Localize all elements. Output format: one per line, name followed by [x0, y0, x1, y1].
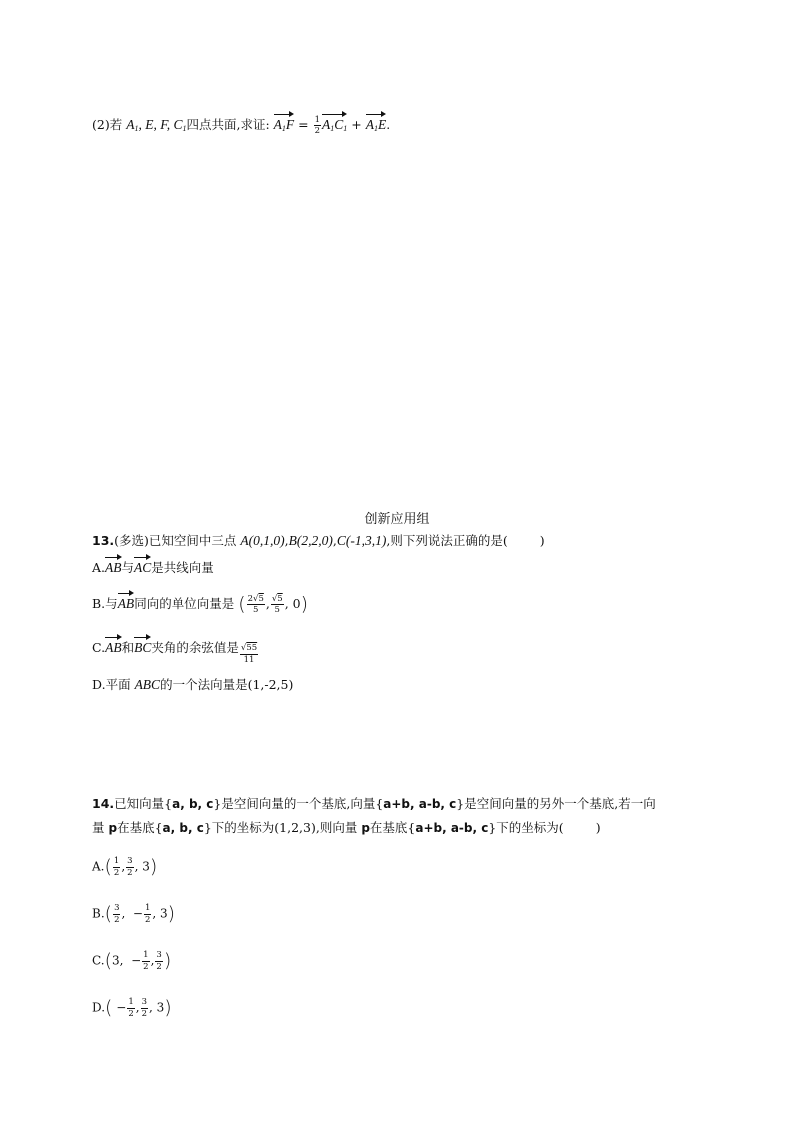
q14-option-a[interactable]: A.( $\frac{1}{2}$ , $\frac{3}{2}$ , 3)	[92, 855, 158, 878]
q14-option-b[interactable]: B.( $\frac{3}{2}$ , − $\frac{1}{2}$ , 3)	[92, 902, 176, 925]
q12-part2: (2)若 $A_1$, E, F, $C_1$四点共面,求证: $A_1F$ = $\frac{1}{2}$ $A_1C_1 + A_1E$.	[92, 114, 391, 136]
q14-stem-line2: 量 p在基底{a, b, c}下的坐标为(1,2,3),则向量 p在基底{a+b, a-b, c}下的坐标为( )	[92, 820, 601, 835]
section-title: 创新应用组	[364, 512, 430, 527]
equation: $A_1F$ = $\frac{1}{2}$ $A_1C_1 + A_1E$	[273, 114, 387, 136]
q13-stem: 13.(多选)已知空间中三点 A(0,1,0),B(2,2,0),C(-1,3,1),则下列说法正确的是( )	[92, 533, 545, 548]
q13-option-a[interactable]: A.AB与AC是共线向量	[92, 556, 214, 577]
points-list: $A_1$, E, F, $C_1$	[126, 117, 187, 133]
q13-option-b[interactable]: B.与AB同向的单位向量是 ( $\frac{2√5}{5}$ , $\frac{√5}{5}$ , 0)	[92, 593, 309, 615]
q13-option-d[interactable]: D.平面 ABC的一个法向量是(1,-2,5)	[92, 677, 294, 692]
q14-stem-line1: 14.已知向量{a, b, c}是空间向量的一个基底,向量{a+b, a-b, c}是空间向量的另外一个基底,若一向	[92, 796, 656, 811]
q14-option-d[interactable]: D.( − $\frac{1}{2}$ , $\frac{3}{2}$ , 3)	[92, 996, 172, 1019]
q13-option-c[interactable]: C.AB和BC夹角的余弦值是 $\frac{√55}{11}$	[92, 636, 259, 664]
q14-option-c[interactable]: C.(3, − $\frac{1}{2}$ , $\frac{3}{2}$ )	[92, 949, 172, 972]
